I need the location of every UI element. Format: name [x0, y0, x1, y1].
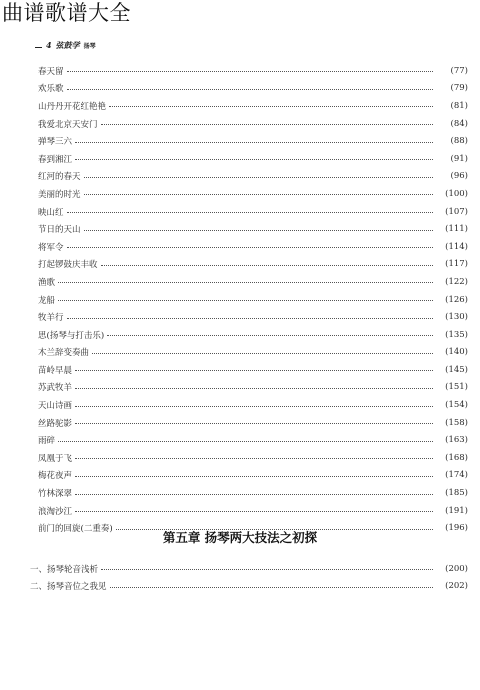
- toc-entry-page: (196): [445, 523, 468, 534]
- dot-leader: [84, 194, 433, 195]
- toc-entry-title: 浪淘沙江: [38, 506, 73, 517]
- dot-leader: [107, 335, 433, 336]
- toc-entry-page: (79): [450, 83, 468, 94]
- chapter-toc-list: [30, 560, 468, 595]
- toc-entry[interactable]: [38, 220, 468, 238]
- toc-entry-title: 木兰辞变奏曲: [38, 348, 90, 359]
- dot-leader: [75, 370, 433, 371]
- toc-entry-title: 思(扬琴与打击乐): [38, 330, 105, 341]
- toc-entry-title: 我爱北京天安门: [38, 119, 98, 130]
- dot-leader: [67, 212, 433, 213]
- dot-leader: [67, 318, 433, 319]
- toc-entry[interactable]: [38, 132, 468, 150]
- toc-entry[interactable]: [38, 62, 468, 80]
- toc-entry[interactable]: [38, 203, 468, 221]
- toc-entry[interactable]: [38, 431, 468, 449]
- dot-leader: [75, 388, 433, 389]
- toc-entry-page: (168): [445, 452, 468, 463]
- toc-entry-page: (174): [445, 470, 468, 481]
- toc-entry-title: 将军令: [38, 242, 64, 253]
- toc-entry-title: 苏武牧羊: [38, 383, 73, 394]
- toc-entry-title: 弹琴三六: [38, 137, 73, 148]
- toc-entry-page: (122): [445, 276, 468, 287]
- toc-entry-page: (84): [450, 118, 468, 129]
- toc-entry[interactable]: [38, 256, 468, 274]
- toc-entry-page: (130): [445, 312, 468, 323]
- toc-entry-title: 春天留: [38, 66, 64, 77]
- toc-entry-page: (185): [445, 488, 468, 499]
- chapter-heading: 第五章 扬琴两大技法之初探: [162, 530, 318, 545]
- toc-entry[interactable]: [38, 185, 468, 203]
- toc-entry-title: 雨碎: [38, 436, 56, 447]
- toc-entry[interactable]: [38, 97, 468, 115]
- toc-entry-page: (135): [445, 329, 468, 340]
- toc-entry-title: 龙船: [38, 295, 56, 306]
- toc-entry-title: 美丽的时光: [38, 189, 81, 200]
- toc-entry[interactable]: [38, 449, 468, 467]
- toc-entry-title: 苗岭早晨: [38, 365, 73, 376]
- toc-entry[interactable]: [38, 168, 468, 186]
- dot-leader: [75, 458, 433, 459]
- toc-entry-page: (145): [445, 364, 468, 375]
- toc-entry[interactable]: [38, 291, 468, 309]
- toc-entry-title: 一、扬琴轮音浅析: [30, 564, 99, 575]
- toc-entry-title: 山丹丹开花红艳艳: [38, 101, 107, 112]
- toc-entry-title: 丝路驼影: [38, 418, 73, 429]
- toc-entry[interactable]: [38, 273, 468, 291]
- dot-leader: [75, 406, 433, 407]
- toc-entry[interactable]: [38, 150, 468, 168]
- dot-leader: [92, 353, 433, 354]
- toc-entry[interactable]: [38, 502, 468, 520]
- toc-entry-title: 春到湘江: [38, 154, 73, 165]
- toc-entry-page: (202): [445, 581, 468, 592]
- toc-entry[interactable]: [38, 379, 468, 397]
- dot-leader: [75, 494, 433, 495]
- dot-leader: [75, 423, 433, 424]
- dot-leader: [75, 159, 433, 160]
- toc-entry-title: 二、扬琴音位之我见: [30, 582, 107, 593]
- toc-entry[interactable]: [38, 414, 468, 432]
- dot-leader: [84, 230, 433, 231]
- toc-entry-page: (114): [445, 241, 468, 252]
- toc-entry-page: (154): [445, 400, 468, 411]
- dot-leader: [75, 511, 433, 512]
- toc-entry[interactable]: [38, 484, 468, 502]
- header-rule: [35, 47, 42, 48]
- toc-entry-page: (111): [445, 224, 468, 235]
- header-title: 弦鼓学: [55, 40, 80, 50]
- toc-entry-title: 牧羊行: [38, 313, 64, 324]
- toc-entry[interactable]: [30, 578, 468, 596]
- toc-entry[interactable]: [38, 467, 468, 485]
- toc-entry-page: (77): [450, 65, 468, 76]
- dot-leader: [109, 106, 433, 107]
- toc-entry-title: 欢乐歌: [38, 84, 64, 95]
- toc-entry-page: (96): [450, 171, 468, 182]
- toc-list: [38, 62, 468, 537]
- toc-entry-title: 打起锣鼓庆丰收: [38, 260, 98, 271]
- running-header: [35, 40, 96, 51]
- toc-entry[interactable]: [38, 238, 468, 256]
- dot-leader: [67, 247, 433, 248]
- toc-entry[interactable]: [38, 326, 468, 344]
- toc-entry[interactable]: [30, 560, 468, 578]
- dot-leader: [110, 587, 433, 588]
- dot-leader: [101, 124, 433, 125]
- toc-entry-page: (81): [450, 100, 468, 111]
- toc-entry-page: (191): [445, 505, 468, 516]
- toc-entry-page: (100): [445, 188, 468, 199]
- dot-leader: [84, 177, 433, 178]
- toc-entry-title: 渔歌: [38, 277, 56, 288]
- dot-leader: [67, 71, 433, 72]
- toc-entry-title: 凤凰于飞: [38, 453, 73, 464]
- header-subtitle: 扬琴: [83, 43, 96, 50]
- toc-entry[interactable]: [38, 115, 468, 133]
- dot-leader: [58, 300, 433, 301]
- toc-entry-title: 节日的天山: [38, 225, 81, 236]
- dot-leader: [58, 282, 433, 283]
- dot-leader: [75, 142, 433, 143]
- site-title: 曲谱歌谱大全: [2, 1, 131, 25]
- dot-leader: [101, 265, 433, 266]
- toc-entry[interactable]: [38, 361, 468, 379]
- toc-entry-page: (163): [445, 435, 468, 446]
- toc-entry-page: (117): [445, 259, 468, 270]
- toc-entry-page: (126): [445, 294, 468, 305]
- dot-leader: [101, 569, 433, 570]
- toc-entry-title: 映山红: [38, 207, 64, 218]
- toc-entry-page: (158): [445, 417, 468, 428]
- toc-entry[interactable]: [38, 308, 468, 326]
- toc-entry-title: 前门的回旋(二重奏): [38, 524, 113, 535]
- toc-entry-page: (200): [445, 563, 468, 574]
- toc-entry[interactable]: [38, 80, 468, 98]
- toc-entry[interactable]: [38, 344, 468, 362]
- toc-entry[interactable]: [38, 396, 468, 414]
- toc-entry-title: 竹林深翠: [38, 489, 73, 500]
- toc-entry-page: (140): [445, 347, 468, 358]
- toc-entry-title: 梅花夜声: [38, 471, 73, 482]
- toc-entry-title: 红河的春天: [38, 172, 81, 183]
- dot-leader: [67, 89, 433, 90]
- toc-entry-title: 天山诗画: [38, 401, 73, 412]
- toc-entry-page: (91): [450, 153, 468, 164]
- dot-leader: [75, 476, 433, 477]
- toc-entry-page: (107): [445, 206, 468, 217]
- toc-entry-page: (88): [450, 136, 468, 147]
- toc-entry-page: (151): [445, 382, 468, 393]
- header-number: 4: [46, 40, 52, 50]
- dot-leader: [58, 441, 433, 442]
